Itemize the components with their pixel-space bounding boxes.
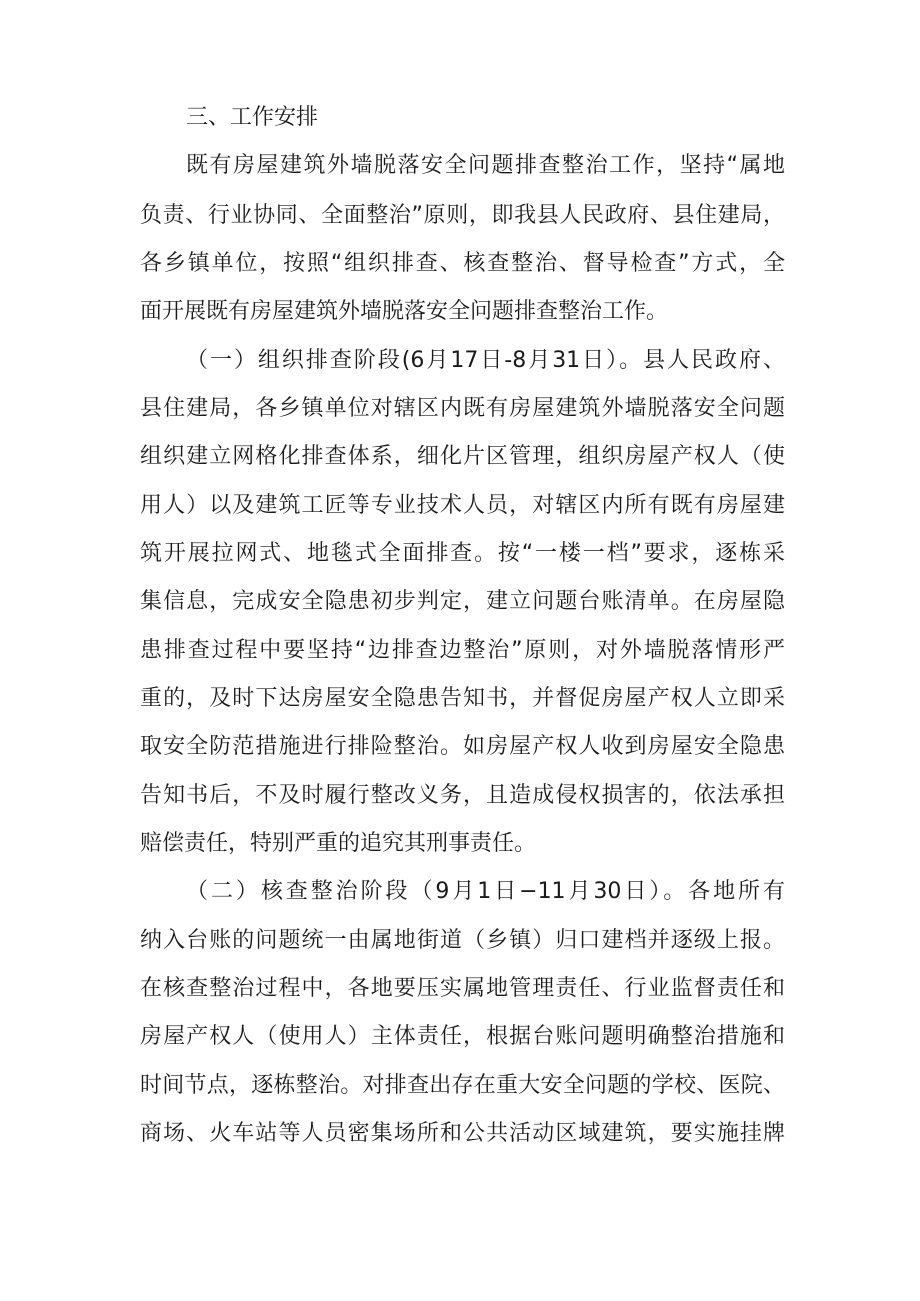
stage2-line: 时间节点，逐栋整治。对排查出存在重大安全问题的学校、医院、 bbox=[140, 1073, 785, 1098]
stage1-line: 患排查过程中要坚持“边排查边整治”原则，对外墙脱落情形严 bbox=[140, 638, 785, 663]
stage2-line: （二）核查整治阶段（9月1日−11月30日）。各地所有 bbox=[186, 879, 785, 904]
intro-line: 既有房屋建筑外墙脱落安全问题排查整治工作，坚持“属地 bbox=[186, 153, 785, 178]
stage1-line: 取安全防范措施进行排险整治。如房屋产权人收到房屋安全隐患 bbox=[140, 734, 785, 759]
intro-line: 各乡镇单位，按照“组织排查、核查整治、督导检查”方式，全 bbox=[140, 251, 786, 276]
stage1-line: 用人）以及建筑工匠等专业技术人员，对辖区内所有既有房屋建 bbox=[140, 493, 785, 518]
stage1-line: 筑开展拉网式、地毯式全面排查。按“一楼一档”要求，逐栋采 bbox=[140, 541, 785, 566]
stage2-line: 房屋产权人（使用人）主体责任，根据台账问题明确整治措施和 bbox=[140, 1024, 785, 1049]
stage1-line: 组织建立网格化排查体系，细化片区管理，组织房屋产权人（使 bbox=[140, 444, 785, 469]
stage1-line: 集信息，完成安全隐患初步判定，建立问题台账清单。在房屋隐 bbox=[140, 589, 785, 614]
stage2-line: 商场、火车站等人员密集场所和公共活动区域建筑，要实施挂牌 bbox=[140, 1121, 785, 1146]
stage2-line: 纳入台账的问题统一由属地街道（乡镇）归口建档并逐级上报。 bbox=[140, 928, 785, 953]
stage1-line: 赔偿责任，特别严重的追究其刑事责任。 bbox=[140, 831, 537, 856]
stage1-line: 县住建局，各乡镇单位对辖区内既有房屋建筑外墙脱落安全问题 bbox=[140, 396, 785, 421]
stage1-line: （一）组织排查阶段(6月17日-8月31日）。县人民政府、 bbox=[186, 348, 785, 373]
intro-line: 负责、行业协同、全面整治”原则，即我县人民政府、县住建局， bbox=[140, 203, 785, 228]
stage1-line: 告知书后，不及时履行整改义务，且造成侵权损害的，依法承担 bbox=[140, 783, 785, 808]
stage2-line: 在核查整治过程中，各地要压实属地管理责任、行业监督责任和 bbox=[140, 976, 785, 1001]
stage1-line: 重的，及时下达房屋安全隐患告知书，并督促房屋产权人立即采 bbox=[140, 686, 785, 711]
section-heading: 三、工作安排 bbox=[186, 105, 319, 130]
intro-line: 面开展既有房屋建筑外墙脱落安全问题排查整治工作。 bbox=[140, 299, 669, 324]
